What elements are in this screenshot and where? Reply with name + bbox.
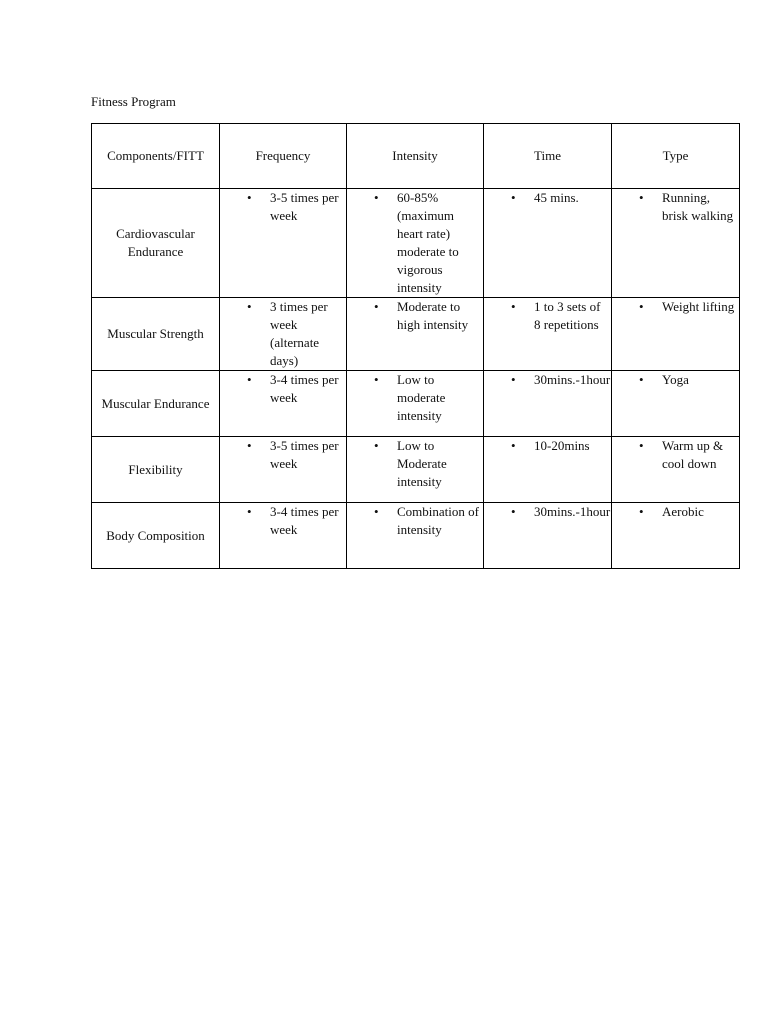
- component-cell: Body Composition: [92, 503, 220, 569]
- intensity-cell: [347, 189, 484, 298]
- bullet-icon: •: [374, 438, 379, 453]
- type-cell: [612, 189, 740, 298]
- header-type: Type: [612, 124, 740, 189]
- list-item: [220, 189, 346, 225]
- bullet-icon: •: [247, 504, 252, 519]
- bullet-icon: •: [511, 438, 516, 453]
- time-text: 30mins.-1hour: [534, 504, 611, 519]
- list-item: [220, 437, 346, 473]
- type-cell: [612, 503, 740, 569]
- component-cell: Muscular Strength: [92, 298, 220, 371]
- bullet-icon: •: [511, 372, 516, 387]
- bullet-icon: •: [247, 372, 252, 387]
- type-text: Aerobic: [662, 504, 704, 519]
- list-item: [484, 371, 611, 389]
- table-row: [92, 437, 740, 503]
- list-item: [347, 437, 483, 491]
- intensity-cell: [347, 437, 484, 503]
- list-item: [220, 371, 346, 407]
- frequency-text: 3 times per week (alternate days): [270, 299, 328, 368]
- header-frequency: Frequency: [220, 124, 347, 189]
- intensity-text: Moderate to high intensity: [397, 299, 469, 332]
- bullet-icon: •: [374, 372, 379, 387]
- fitt-table: [91, 123, 740, 569]
- component-cell: Muscular Endurance: [92, 371, 220, 437]
- component-cell: Cardiovascular Endurance: [92, 189, 220, 298]
- header-intensity: Intensity: [347, 124, 484, 189]
- bullet-icon: •: [247, 438, 252, 453]
- time-text: 1 to 3 sets of 8 repetitions: [534, 299, 601, 332]
- table-row: [92, 189, 740, 298]
- type-cell: [612, 437, 740, 503]
- bullet-icon: •: [639, 438, 644, 453]
- component-cell: Flexibility: [92, 437, 220, 503]
- type-text: Running, brisk walking: [662, 190, 734, 223]
- list-item: [347, 298, 483, 334]
- list-item: [484, 298, 611, 334]
- header-time: Time: [484, 124, 612, 189]
- list-item: [484, 503, 611, 521]
- bullet-icon: •: [247, 299, 252, 314]
- frequency-cell: [220, 189, 347, 298]
- list-item: [220, 298, 346, 370]
- bullet-icon: •: [374, 504, 379, 519]
- list-item: [484, 437, 611, 455]
- time-text: 45 mins.: [534, 190, 579, 205]
- bullet-icon: •: [511, 299, 516, 314]
- time-cell: [484, 189, 612, 298]
- list-item: [484, 189, 611, 207]
- list-item: [612, 437, 739, 473]
- type-text: Warm up & cool down: [662, 438, 724, 471]
- list-item: [612, 189, 739, 225]
- type-text: Weight lifting: [662, 299, 735, 314]
- list-item: [612, 298, 739, 316]
- intensity-cell: [347, 371, 484, 437]
- frequency-cell: [220, 298, 347, 371]
- list-item: [347, 371, 483, 425]
- frequency-text: 3-5 times per week: [270, 438, 339, 471]
- intensity-cell: [347, 503, 484, 569]
- frequency-text: 3-5 times per week: [270, 190, 339, 223]
- frequency-text: 3-4 times per week: [270, 504, 339, 537]
- bullet-icon: •: [639, 372, 644, 387]
- intensity-text: Combination of intensity: [397, 504, 479, 537]
- frequency-cell: [220, 371, 347, 437]
- list-item: [347, 189, 483, 297]
- frequency-cell: [220, 437, 347, 503]
- time-cell: [484, 298, 612, 371]
- intensity-text: 60-85% (maximum heart rate) moderate to vigorous intensity: [397, 190, 459, 295]
- bullet-icon: •: [247, 190, 252, 205]
- time-cell: [484, 503, 612, 569]
- time-text: 30mins.-1hour: [534, 372, 611, 387]
- frequency-cell: [220, 503, 347, 569]
- bullet-icon: •: [639, 190, 644, 205]
- time-cell: [484, 371, 612, 437]
- table-header-row: [92, 124, 740, 189]
- time-text: 10-20mins: [534, 438, 590, 453]
- bullet-icon: •: [511, 190, 516, 205]
- intensity-text: Low to Moderate intensity: [397, 438, 447, 489]
- table-row: [92, 371, 740, 437]
- list-item: [612, 371, 739, 389]
- time-cell: [484, 437, 612, 503]
- bullet-icon: •: [639, 299, 644, 314]
- bullet-icon: •: [639, 504, 644, 519]
- document-title: Fitness Program: [91, 94, 176, 109]
- frequency-text: 3-4 times per week: [270, 372, 339, 405]
- table-row: [92, 298, 740, 371]
- header-components: Components/FITT: [92, 124, 220, 189]
- list-item: [220, 503, 346, 539]
- bullet-icon: •: [374, 190, 379, 205]
- bullet-icon: •: [374, 299, 379, 314]
- list-item: [612, 503, 739, 521]
- type-cell: [612, 298, 740, 371]
- intensity-cell: [347, 298, 484, 371]
- table-row: [92, 503, 740, 569]
- list-item: [347, 503, 483, 539]
- type-cell: [612, 371, 740, 437]
- type-text: Yoga: [662, 372, 689, 387]
- intensity-text: Low to moderate intensity: [397, 372, 446, 423]
- bullet-icon: •: [511, 504, 516, 519]
